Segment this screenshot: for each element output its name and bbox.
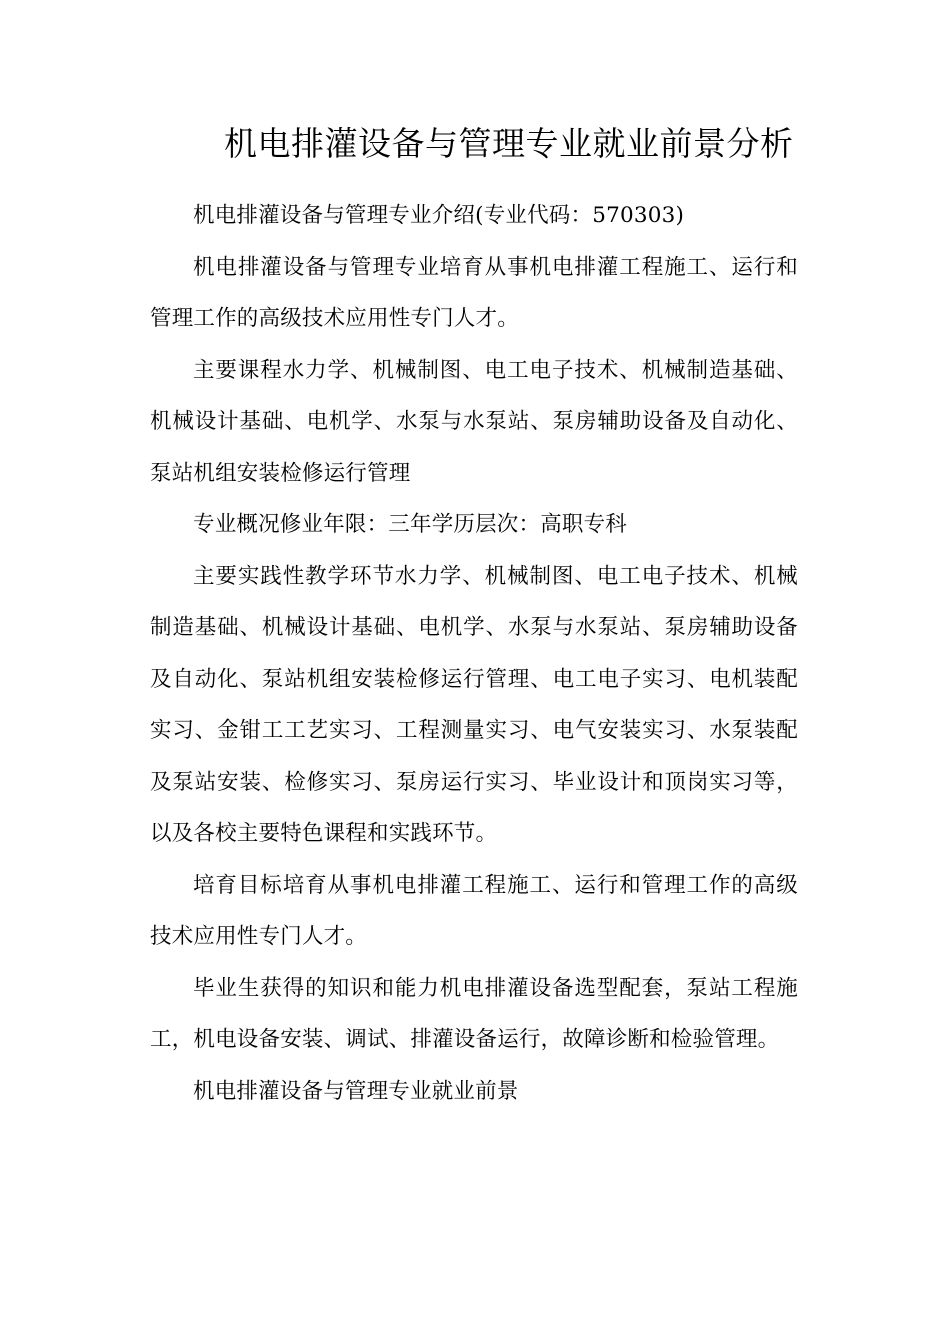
paragraph-overview: 专业概况修业年限：三年学历层次：高职专科 bbox=[193, 512, 628, 537]
paragraph-major-intro: 机电排灌设备与管理专业介绍(专业代码：570303) bbox=[193, 203, 685, 228]
paragraph-knowledge-ability: 毕业生获得的知识和能力机电排灌设备选型配套，泵站工程施工，机电设备安装、调试、排灌设备运行，故障诊断和检验管理。 bbox=[150, 975, 798, 1052]
paragraph-training-goal-summary: 机电排灌设备与管理专业培育从事机电排灌工程施工、运行和管理工作的高级技术应用性专门人才。 bbox=[150, 254, 798, 331]
document-body bbox=[150, 190, 798, 1117]
paragraph-practice-teaching: 主要实践性教学环节水力学、机械制图、电工电子技术、机械制造基础、机械设计基础、电机学、水泵与水泵站、泵房辅助设备及自动化、泵站机组安装检修运行管理、电工电子实习、电机装配实习、金钳工工艺实习、工程测量实习、电气安装实习、水泵装配及泵站安装、检修实习、泵房运行实习、毕业设计和顶岗实习等，以及各校主要特色课程和实践环节。 bbox=[150, 563, 798, 846]
paragraph-training-goal: 培育目标培育从事机电排灌工程施工、运行和管理工作的高级技术应用性专门人才。 bbox=[150, 872, 798, 949]
paragraph-main-courses: 主要课程水力学、机械制图、电工电子技术、机械制造基础、机械设计基础、电机学、水泵与水泵站、泵房辅助设备及自动化、泵站机组安装检修运行管理 bbox=[150, 357, 798, 486]
paragraph-employment-heading: 机电排灌设备与管理专业就业前景 bbox=[193, 1078, 519, 1104]
document-title: 机电排灌设备与管理专业就业前景分析 bbox=[224, 124, 794, 163]
